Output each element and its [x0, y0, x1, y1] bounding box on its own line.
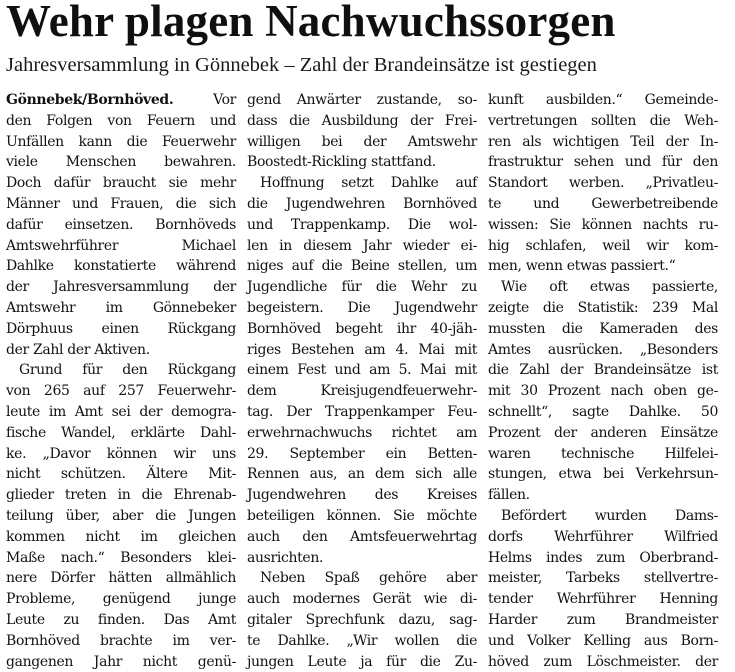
article-text-line: Neben Spaß gehöre aber	[260, 570, 477, 587]
article-text-line: kommen nicht im gleichen	[6, 528, 236, 545]
article-text-line: der Zahl der Aktiven.	[6, 341, 150, 358]
article-text-line: dass die Ausbildung der Frei-	[247, 112, 477, 129]
article-text-line: dem Kreisjugendfeuerwehr-	[247, 383, 477, 400]
article-column-3	[488, 90, 718, 670]
article-text-line: leute im Amt sei der demogra-	[6, 403, 236, 420]
article-text-line: fische Wandel, erklärte Dahl-	[6, 424, 236, 441]
article-text-line: beteiligen können. Sie möchte	[247, 507, 477, 524]
article-text-line: ren als wichtigen Teil der In-	[488, 133, 718, 150]
article-text-line: den Folgen von Feuern und	[6, 112, 236, 129]
article-text-line: begeistern. Die Jugendwehr	[247, 299, 477, 316]
article-text-line: Harder zum Brandmeister	[488, 611, 718, 628]
article-column-1	[6, 90, 236, 670]
article-text-line: mussten die Kameraden des	[488, 320, 718, 337]
article-text-line: te Dahlke. „Wir wollen die	[247, 632, 477, 649]
article-text-line: Maße nach.“ Besonders klei-	[6, 549, 236, 566]
article-text-line: Rennen aus, an dem sich alle	[247, 466, 477, 483]
article-text-line: Prozent der anderen Einsätze	[488, 424, 718, 441]
article-text-line: ke. „Davor können wir uns	[6, 445, 236, 462]
article-text-line	[6, 90, 236, 111]
article-text-line: tender Wehrführer Henning	[488, 591, 718, 608]
article-text-line: Helms indes zum Oberbrand-	[488, 549, 718, 566]
article-text-line: Leute zu finden. Das Amt	[6, 611, 236, 628]
article-text-line: Standort werben. „Privatleu-	[488, 175, 718, 192]
article-text-line: wissen: Sie können nachts ru-	[488, 216, 718, 233]
article-text-line: kunft ausbilden.“ Gemeinde-	[488, 92, 718, 108]
article-text-line: frastruktur sehen und für den	[488, 154, 718, 171]
article-text-line: Amtswehrführer Michael	[6, 237, 236, 254]
article-text-line: Befördert wurden Dams-	[501, 507, 718, 524]
article-text-line: Unfällen kann die Feuerwehr	[6, 133, 236, 150]
article-text-line: nicht schützen. Ältere Mit-	[6, 466, 236, 483]
article-text-line: schnellt“, sagte Dahlke. 50	[488, 403, 718, 420]
article-text-line: Dahlke konstatierte während	[6, 258, 236, 275]
article-text-line: und Volker Kelling aus Born-	[488, 632, 718, 649]
article-text-line: men, wenn etwas passiert.“	[488, 258, 676, 275]
article-text-line: gitaler Sprechfunk dazu, sag-	[247, 611, 477, 628]
article-text-line: Männer und Frauen, die sich	[6, 195, 236, 212]
article-text-line: Bornhöved brachte im ver-	[6, 632, 236, 649]
article-text-line: viele Menschen bewahren.	[6, 154, 236, 171]
article-text-line: Doch dafür braucht sie mehr	[6, 175, 236, 192]
article-text-line: gend Anwärter zustande, so-	[247, 92, 477, 108]
article-text-line: Amtes ausrücken. „Besonders	[488, 341, 718, 358]
article-text-line: Probleme, genügend junge	[6, 591, 236, 608]
article-text-line: fällen.	[488, 487, 530, 504]
article-text-line: te und Gewerbetreibende	[488, 195, 718, 212]
article-text-line: Grund für den Rückgang	[19, 362, 236, 379]
article-text-line: teilung über, aber die Jungen	[6, 507, 236, 524]
article-text-line: Wie oft etwas passierte,	[501, 279, 718, 296]
article-text-line: ausrichten.	[247, 549, 324, 566]
article-text-line: auch modernes Gerät wie di-	[247, 591, 477, 608]
article-text-line: höved zum Löschmeister. der	[488, 653, 718, 670]
article-text-line: und Trappenkamp. Die wol-	[247, 216, 477, 233]
article-text-line: Dörphuus einen Rückgang	[6, 320, 236, 337]
article-text-line: von 265 auf 257 Feuerwehr-	[6, 383, 236, 400]
article-text-line: Boostedt-Rickling stattfand.	[247, 154, 436, 171]
article-subheadline: Jahresversammlung in Gönnebek – Zahl der Brandeinsätze ist gestiegen	[6, 54, 597, 76]
article-text-line: 29. September ein Betten-	[247, 445, 477, 462]
article-text-line: auch den Amtsfeuerwehrtag	[247, 528, 477, 545]
article-text-line: nere Dörfer hätten allmählich	[6, 570, 236, 587]
article-text-line: Jugendwehren des Kreises	[247, 487, 477, 504]
article-text-line: niges auf die Beine stellen, um	[247, 258, 477, 275]
article-text-line: hig schlafen, weil wir kom-	[488, 237, 718, 254]
article-text-line: waren technische Hilfelei-	[488, 445, 718, 462]
article-dateline: Gönnebek/Bornhöved.	[6, 92, 174, 108]
article-text-line: vertretungen sollten die Weh-	[488, 112, 718, 129]
article-text-line: der Jahresversammlung der	[6, 279, 236, 296]
article-text-line: gangenen Jahr nicht genü-	[6, 653, 236, 670]
article-headline: Wehr plagen Nachwuchssorgen	[6, 0, 616, 46]
article-text-line: glieder treten in die Ehrenab-	[6, 487, 236, 504]
article-text-line: erwehrnachwuchs richtet am	[247, 424, 477, 441]
article-text-line: willigen bei der Amtswehr	[247, 133, 477, 150]
article-text-line: dafür einsetzen. Bornhöveds	[6, 216, 236, 233]
article-text-line: Jugendliche für die Wehr zu	[247, 279, 477, 296]
article-text-line: Bornhöved begeht ihr 40-jäh-	[247, 320, 477, 337]
article-text-line: die Jugendwehren Bornhöved	[247, 195, 477, 212]
article-text-line: Hoffnung setzt Dahlke auf	[260, 175, 477, 192]
article-text-line: tag. Der Trappenkamper Feu-	[247, 403, 477, 420]
article-text-line: dorfs Wehrführer Wilfried	[488, 528, 718, 545]
article-text-line: len in diesem Jahr wieder ei-	[247, 237, 477, 254]
article-text-line: Amtswehr im Gönnebeker	[6, 299, 236, 316]
article-text-line: riges Bestehen am 4. Mai mit	[247, 341, 477, 358]
article-text-line: zeigte die Statistik: 239 Mal	[488, 299, 718, 316]
article-text-line: einem Fest und am 5. Mai mit	[247, 362, 477, 379]
article-text-line: stungen, etwa bei Verkehrsun-	[488, 466, 718, 483]
article-text-fragment: Vor	[213, 92, 236, 108]
article-column-2	[247, 90, 477, 670]
article-text-line: die Zahl der Brandeinsätze ist	[488, 362, 718, 379]
article-text-line: meister, Tarbeks stellvertre-	[488, 570, 718, 587]
article-text-line: jungen Leute ja für die Zu-	[247, 653, 477, 670]
article-text-line: mit 30 Prozent nach oben ge-	[488, 383, 718, 400]
